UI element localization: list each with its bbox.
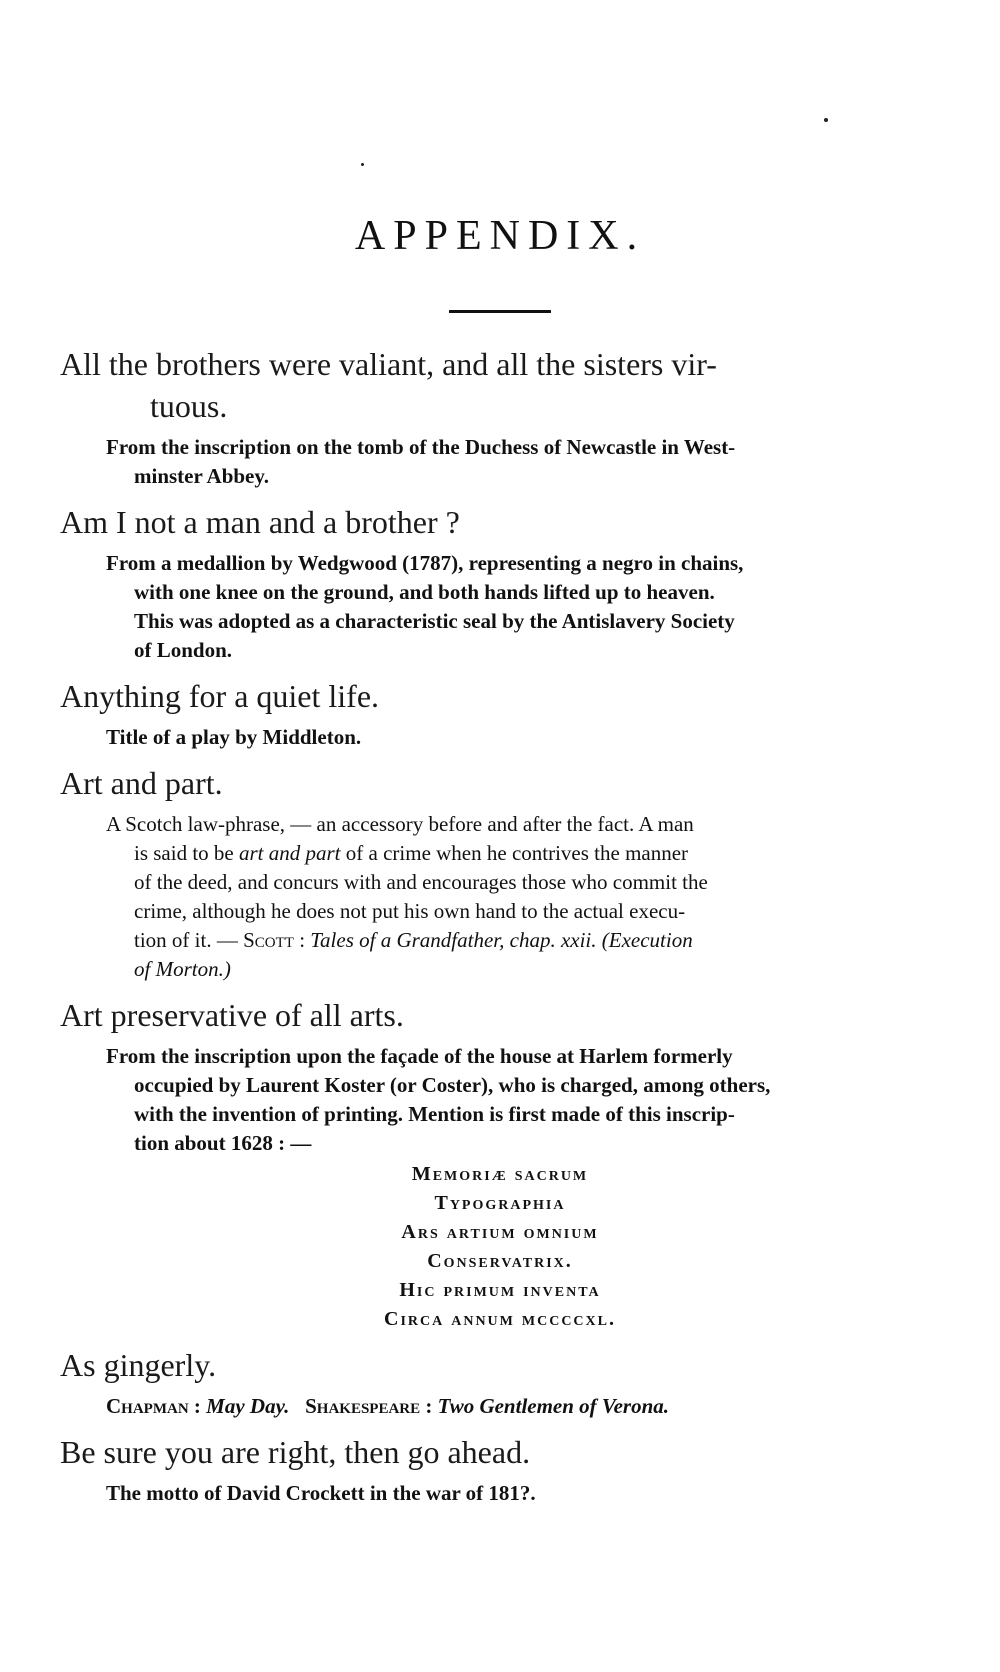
note-text: of a crime when he contrives the manner (340, 841, 689, 865)
appendix-entry (60, 1431, 960, 1508)
note-line: crime, although he does not put his own hand to the actual execu- (134, 899, 686, 923)
note-line (106, 926, 956, 955)
heading-line: tuous. (150, 388, 228, 424)
note-line: of Morton.) (134, 957, 231, 981)
entry-note (106, 433, 956, 491)
citation-author: Chapman (106, 1394, 189, 1418)
heading-line: All the brothers were valiant, and all the sisters vir- (60, 346, 717, 382)
entry-note (106, 549, 956, 665)
note-line: with the invention of printing. Mention is first made of this inscrip- (134, 1102, 735, 1126)
heading-line: Art and part. (60, 765, 223, 801)
note-line: A Scotch law-phrase, — an accessory before and after the fact. A man (106, 812, 694, 836)
citation-paren: (Execution (596, 928, 693, 952)
note-text: : (420, 1394, 438, 1418)
note-line: From a medallion by Wedgwood (1787), representing a negro in chains, (106, 551, 744, 575)
inscription-line: Memoriæ sacrum (411, 1163, 589, 1185)
note-line: This was adopted as a characteristic seal by the Antislavery Society (134, 609, 735, 633)
entry-heading (60, 501, 960, 543)
entry-heading (60, 675, 960, 717)
entry-heading (60, 994, 960, 1036)
note-line (106, 1392, 956, 1421)
note-line: of the deed, and concurs with and encourages those who commit the (134, 870, 708, 894)
note-line: minster Abbey. (134, 464, 269, 488)
heading-line: Anything for a quiet life. (60, 678, 380, 714)
entry-heading (60, 1431, 960, 1473)
note-text: is said to be (134, 841, 239, 865)
note-line (106, 839, 956, 868)
entry-note (106, 1479, 956, 1508)
note-line: of London. (134, 638, 233, 662)
entry-note (106, 1392, 956, 1421)
appendix-entry (60, 1344, 960, 1421)
citation-work: May Day. (206, 1394, 290, 1418)
heading-line: Be sure you are right, then go ahead. (60, 1434, 531, 1470)
entry-note (106, 1042, 956, 1158)
heading-line: Am I not a man and a brother ? (60, 504, 460, 540)
note-line: From the inscription on the tomb of the Duchess of Newcastle in West- (106, 435, 736, 459)
note-italic-term: art and part (239, 841, 341, 865)
note-line: occupied by Laurent Koster (or Coster), who is charged, among others, (134, 1073, 771, 1097)
note-text: : (188, 1394, 207, 1418)
entry-heading (60, 762, 960, 804)
entry-heading (60, 1344, 960, 1386)
inscription-line: Conservatrix. (427, 1250, 573, 1272)
appendix-entry (60, 762, 960, 984)
note-line: The motto of David Crockett in the war of 181?. (106, 1481, 536, 1505)
entry-heading (60, 343, 960, 427)
inscription-line: Circa annum mccccxl. (384, 1308, 616, 1330)
note-line: Title of a play by Middleton. (106, 725, 362, 749)
appendix-entry (60, 675, 960, 752)
page-title: APPENDIX. (354, 213, 646, 259)
note-line: From the inscription upon the façade of the house at Harlem formerly (106, 1044, 733, 1068)
citation-work: Tales of a Grandfather, chap. xxii. (310, 928, 597, 952)
heading-line: Art preservative of all arts. (60, 997, 404, 1033)
appendix-entry (60, 994, 960, 1334)
citation-author: Scott (243, 928, 294, 952)
appendix-entry (60, 501, 960, 665)
citation-author: Shakespeare (305, 1394, 421, 1418)
appendix-entry (60, 343, 960, 491)
note-line: with one knee on the ground, and both hands lifted up to heaven. (134, 580, 715, 604)
note-line: tion about 1628 : — (134, 1131, 312, 1155)
inscription-line: Typographia (434, 1192, 566, 1214)
entry-note (106, 810, 956, 984)
inscription-line: Hic primum inventa (399, 1279, 601, 1301)
inscription-line: Ars artium omnium (401, 1221, 599, 1243)
inscription-block (0, 1160, 1000, 1334)
note-text: : (293, 928, 311, 952)
title-rule (449, 310, 551, 313)
entry-note (106, 723, 956, 752)
note-text: tion of it. — (134, 928, 244, 952)
citation-work: Two Gentlemen of Verona. (437, 1394, 670, 1418)
heading-line: As gingerly. (60, 1347, 217, 1383)
